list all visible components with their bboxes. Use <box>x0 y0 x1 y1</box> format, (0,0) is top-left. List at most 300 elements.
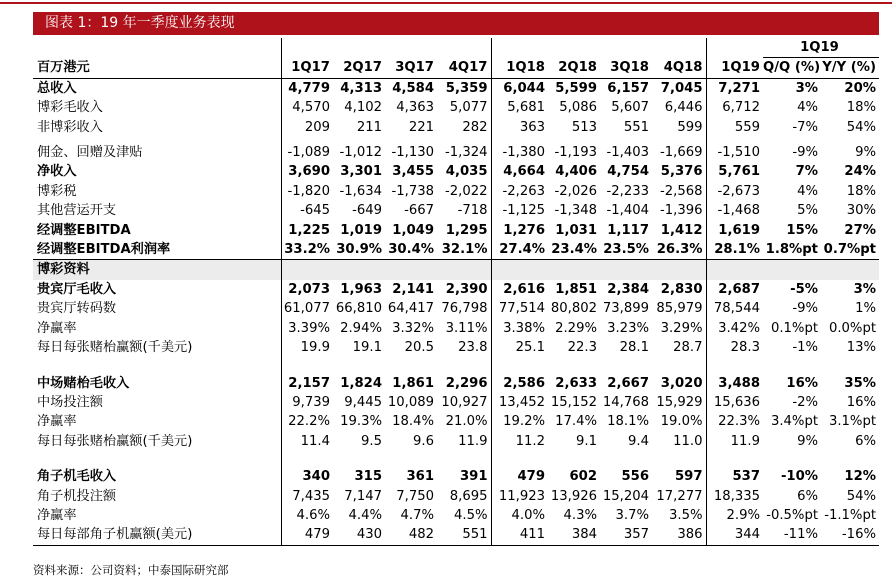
table-row <box>33 162 879 181</box>
row-label: 净赢率 <box>37 414 77 430</box>
table-cell: 384 <box>548 525 600 545</box>
table-cell: -1.1%pt <box>824 507 876 523</box>
table-cell: 7,271 <box>706 78 763 98</box>
table-row <box>33 487 879 506</box>
table-cell: 22.2% <box>281 412 333 431</box>
table-cell: 7,045 <box>660 80 703 96</box>
table-cell: 1.8%pt <box>763 240 821 260</box>
table-cell: 5,681 <box>491 98 548 117</box>
spacer-row <box>33 451 879 467</box>
table-row <box>33 525 879 545</box>
table-cell: 1,031 <box>555 222 597 238</box>
row-label: 博彩资料 <box>33 260 281 280</box>
table-cell: 9,445 <box>344 394 382 410</box>
section-header-row <box>33 260 879 280</box>
table-cell: -1% <box>792 340 818 356</box>
table-cell: 27% <box>844 222 876 238</box>
table-cell: 1,861 <box>392 375 434 391</box>
table-cell: 4,570 <box>281 98 333 117</box>
table-cell <box>491 260 548 280</box>
table-cell: -2,022 <box>444 183 488 199</box>
table-cell: 6% <box>797 488 818 504</box>
table-cell: 4,035 <box>445 164 488 180</box>
table-cell: 22.3 <box>567 340 597 356</box>
table-cell: 11.2 <box>491 432 548 451</box>
table-cell: 19.3% <box>340 414 382 430</box>
table-cell: 386 <box>652 525 706 545</box>
table-row <box>33 393 879 412</box>
table-cell: 2,830 <box>660 281 703 297</box>
row-label: 净收入 <box>37 164 77 180</box>
table-cell: 6,157 <box>607 80 649 96</box>
table-cell: 3,455 <box>392 164 434 180</box>
column-header-row <box>33 58 879 78</box>
table-cell: 1,851 <box>555 281 597 297</box>
table-cell: 27.4% <box>491 240 548 260</box>
table-cell: -1,089 <box>281 143 333 162</box>
table-cell: 11.4 <box>281 432 333 451</box>
table-cell: 11,923 <box>491 487 548 506</box>
table-cell: 7% <box>795 164 818 180</box>
table-cell: 13,926 <box>550 488 597 504</box>
row-label: 佣金、回赠及津贴 <box>37 145 143 161</box>
table-cell: 9.5 <box>361 433 382 449</box>
table-cell: 3,020 <box>660 375 703 391</box>
table-cell: 2,616 <box>491 280 548 299</box>
row-label: 博彩毛收入 <box>37 100 103 116</box>
table-cell: -1,404 <box>606 203 649 219</box>
row-label: 贵宾厅毛收入 <box>37 281 117 297</box>
table-cell: 344 <box>706 525 763 545</box>
table-cell: 23.5% <box>600 240 652 260</box>
table-cell: 5,077 <box>449 100 488 116</box>
table-row <box>33 338 879 357</box>
table-cell: 209 <box>281 118 333 137</box>
table-cell: 10,089 <box>387 394 434 410</box>
table-cell: 5,086 <box>559 100 597 116</box>
table-cell: 0.7%pt <box>821 240 879 260</box>
table-cell: 2,687 <box>706 280 763 299</box>
table-cell: 5% <box>797 203 818 219</box>
table-cell: 1,619 <box>706 221 763 240</box>
table-cell: 80,802 <box>550 301 597 317</box>
table-cell: 5,376 <box>660 164 703 180</box>
table-cell: 4,754 <box>607 164 649 180</box>
table-cell: 4.7% <box>400 507 434 523</box>
table-cell: 4.6% <box>281 506 333 525</box>
table-cell: -1,012 <box>339 145 382 161</box>
table-cell: 11.0 <box>673 433 703 449</box>
row-label: 角子机毛收入 <box>37 469 117 485</box>
table-cell: 340 <box>281 467 333 486</box>
table-cell: 6,044 <box>491 78 548 98</box>
table-cell: 537 <box>706 467 763 486</box>
table-cell: 556 <box>621 469 649 485</box>
table-cell: -1,125 <box>491 201 548 220</box>
table-cell: 2,667 <box>607 375 649 391</box>
table-cell: -1,193 <box>554 145 597 161</box>
column-header: Q/Q (%) <box>763 58 821 78</box>
group-header-row <box>33 38 879 58</box>
column-header: 1Q18 <box>491 58 548 78</box>
table-cell: 28.1 <box>619 340 649 356</box>
table-cell: 4,664 <box>491 162 548 181</box>
table-cell: 17.4% <box>555 414 597 430</box>
table-cell: -1,510 <box>706 143 763 162</box>
table-cell: 15% <box>786 222 818 238</box>
spacer-row <box>33 358 879 374</box>
table-cell: 430 <box>333 525 385 545</box>
table-cell: 3.7% <box>615 507 649 523</box>
table-row <box>33 118 879 137</box>
table-cell: 1,276 <box>491 221 548 240</box>
column-header: 1Q19 <box>706 58 763 78</box>
column-header: 4Q17 <box>437 58 491 78</box>
table-cell: 24% <box>844 164 876 180</box>
table-cell: 3% <box>795 80 818 96</box>
table-cell: 551 <box>437 525 491 545</box>
table-cell: 513 <box>571 119 597 135</box>
table-cell: 3.42% <box>706 319 763 338</box>
table-cell: 2,633 <box>555 375 597 391</box>
table-cell: 1% <box>855 301 876 317</box>
table-cell <box>652 260 706 280</box>
column-header: 1Q17 <box>281 58 333 78</box>
table-cell: 16% <box>786 375 818 391</box>
table-cell: 3.5% <box>668 507 703 523</box>
table-cell: 85,979 <box>656 301 703 317</box>
table-cell: 3,690 <box>281 162 333 181</box>
table-row <box>33 319 879 338</box>
table-cell: 23.4% <box>548 240 600 260</box>
table-cell: 30.4% <box>385 240 437 260</box>
row-label: 经调整EBITDA利润率 <box>33 240 281 260</box>
table-cell: 15,152 <box>550 394 597 410</box>
table-cell: 0.0%pt <box>828 320 876 336</box>
row-label: 每日每部角子机赢额(美元) <box>33 525 281 545</box>
table-cell <box>763 260 821 280</box>
table-cell: 18,335 <box>706 487 763 506</box>
table-cell: 28.3 <box>706 338 763 357</box>
table-cell <box>281 260 333 280</box>
table-cell: 0.1%pt <box>770 320 818 336</box>
row-label: 中场投注额 <box>37 394 103 410</box>
table-cell: 4.5% <box>453 507 488 523</box>
table-cell: 4,584 <box>392 80 434 96</box>
table-cell: 9,739 <box>281 393 333 412</box>
table-cell: 2,390 <box>445 281 488 297</box>
table-cell: 2.94% <box>340 320 382 336</box>
table-cell: 9.4 <box>628 433 649 449</box>
table-cell: 597 <box>674 469 703 485</box>
table-cell: 2,384 <box>607 281 649 297</box>
table-cell: 602 <box>569 469 597 485</box>
table-cell: 15,636 <box>706 393 763 412</box>
table-cell: 5,599 <box>555 80 597 96</box>
table-row <box>33 182 879 201</box>
table-cell: 5,607 <box>611 100 649 116</box>
table-cell: -1,468 <box>706 201 763 220</box>
table-cell: 19.9 <box>281 338 333 357</box>
business-performance-table <box>33 38 879 546</box>
table-cell: -2% <box>792 394 818 410</box>
table-cell: 30.9% <box>333 240 385 260</box>
row-label: 贵宾厅转码数 <box>37 301 117 317</box>
table-cell <box>548 260 600 280</box>
table-cell: 11.9 <box>458 433 488 449</box>
table-cell: 3,301 <box>340 164 382 180</box>
table-cell: -1,324 <box>444 145 488 161</box>
table-cell: 20% <box>844 80 876 96</box>
table-cell: 22.3% <box>706 412 763 431</box>
table-row <box>33 299 879 318</box>
table-cell: 551 <box>623 119 649 135</box>
table-cell: 4,102 <box>344 100 382 116</box>
table-cell: 4% <box>797 183 818 199</box>
table-cell: 12% <box>844 469 876 485</box>
table-cell: 282 <box>462 119 488 135</box>
table-cell: 21.0% <box>445 414 488 430</box>
table-cell: -1,348 <box>554 203 597 219</box>
table-cell: 26.3% <box>652 240 706 260</box>
table-cell: -1,738 <box>391 183 434 199</box>
table-cell <box>600 260 652 280</box>
table-cell: 357 <box>600 525 652 545</box>
table-cell: 73,899 <box>602 301 649 317</box>
table-cell: -645 <box>281 201 333 220</box>
table-cell: 2,157 <box>281 374 333 393</box>
table-cell: 20.5 <box>404 340 434 356</box>
table-cell: 61,077 <box>281 299 333 318</box>
row-label: 博彩税 <box>37 183 77 199</box>
table-cell: 2,296 <box>445 375 488 391</box>
row-label: 净赢率 <box>37 507 77 523</box>
table-cell: 4,406 <box>555 164 597 180</box>
table-cell: 6,712 <box>706 98 763 117</box>
column-header: Y/Y (%) <box>821 58 879 78</box>
table-cell: 77,514 <box>491 299 548 318</box>
table-cell: -1,396 <box>659 203 703 219</box>
table-cell: 23.8 <box>458 340 488 356</box>
column-header: 百万港元 <box>33 58 281 78</box>
table-cell: 3.4%pt <box>770 414 818 430</box>
table-cell: 599 <box>677 119 703 135</box>
table-cell <box>385 260 437 280</box>
table-cell: 18.4% <box>392 414 434 430</box>
table-cell: 361 <box>406 469 434 485</box>
table-cell: -16% <box>821 525 879 545</box>
table-cell: 391 <box>459 469 488 485</box>
table-cell: 1,295 <box>445 222 488 238</box>
table-row <box>33 432 879 451</box>
table-cell: 13,452 <box>491 393 548 412</box>
table-row <box>33 374 879 393</box>
table-cell: 16% <box>846 394 876 410</box>
table-row <box>33 78 879 98</box>
table-cell: -2,673 <box>706 182 763 201</box>
table-cell: 3.29% <box>660 320 703 336</box>
table-cell: 3.39% <box>281 319 333 338</box>
table-cell: 3,488 <box>706 374 763 393</box>
table-cell: 3% <box>853 281 876 297</box>
row-label: 总收入 <box>37 80 77 96</box>
table-cell <box>706 260 763 280</box>
table-cell: 7,435 <box>281 487 333 506</box>
table-cell: 363 <box>491 118 548 137</box>
column-header: 3Q18 <box>600 58 652 78</box>
table-cell: 18.1% <box>607 414 649 430</box>
table-cell: -5% <box>790 281 818 297</box>
table-cell: 4.3% <box>563 507 597 523</box>
table-cell: -9% <box>792 145 818 161</box>
table-cell: -9% <box>792 301 818 317</box>
table-cell: 3.1%pt <box>828 414 876 430</box>
table-cell: 54% <box>846 488 876 504</box>
table-cell: 17,277 <box>656 488 703 504</box>
table-row <box>33 412 879 431</box>
table-row <box>33 221 879 240</box>
table-cell: 5,359 <box>445 80 488 96</box>
table-cell: 54% <box>846 119 876 135</box>
table-cell: 6,446 <box>664 100 703 116</box>
table-cell: 7,750 <box>396 488 434 504</box>
table-cell: 15,204 <box>602 488 649 504</box>
table-cell: 479 <box>491 467 548 486</box>
table-row <box>33 201 879 220</box>
table-cell: 25.1 <box>491 338 548 357</box>
table-cell: 14,768 <box>602 394 649 410</box>
table-cell: 559 <box>706 118 763 137</box>
table-cell: 13% <box>846 340 876 356</box>
table-cell: 9.1 <box>576 433 597 449</box>
table-cell: 3.23% <box>607 320 649 336</box>
table-cell: 1,019 <box>340 222 382 238</box>
table-cell: 64,417 <box>387 301 434 317</box>
table-cell: -2,568 <box>659 183 703 199</box>
source-note: 资料来源：公司资料；中泰国际研究部 <box>33 563 229 577</box>
table-cell: -667 <box>404 203 434 219</box>
table-cell: 1,412 <box>660 222 703 238</box>
table-cell: 8,695 <box>449 488 488 504</box>
table-cell: -2,263 <box>491 182 548 201</box>
table-cell: 3.38% <box>491 319 548 338</box>
table-cell: 1,824 <box>340 375 382 391</box>
table-cell: 4.4% <box>348 507 382 523</box>
table-cell: 10,927 <box>441 394 488 410</box>
table-cell: -0.5%pt <box>766 507 818 523</box>
table-cell: 2,586 <box>491 374 548 393</box>
table-cell: 7,147 <box>344 488 382 504</box>
table-cell: 32.1% <box>437 240 491 260</box>
table-cell: 482 <box>385 525 437 545</box>
column-header: 2Q18 <box>548 58 600 78</box>
row-label: 每日每张赌枱赢额(千美元) <box>37 433 193 449</box>
table-cell: -1,380 <box>491 143 548 162</box>
table-title: 图表 1：19 年一季度业务表现 <box>33 12 879 35</box>
table-cell: 28.1% <box>706 240 763 260</box>
table-cell: 19.0% <box>660 414 703 430</box>
row-label: 其他营运开支 <box>37 203 117 219</box>
table-cell: -2,233 <box>606 183 649 199</box>
table-cell: 4,779 <box>281 78 333 98</box>
table-cell: 4,363 <box>396 100 434 116</box>
table-cell: -10% <box>780 469 818 485</box>
table-cell: 3.11% <box>445 320 488 336</box>
column-header: 4Q18 <box>652 58 706 78</box>
table-cell: 15,929 <box>656 394 703 410</box>
table-cell: 479 <box>281 525 333 545</box>
table-cell <box>821 260 879 280</box>
table-cell: -1,403 <box>606 145 649 161</box>
table-cell: 221 <box>408 119 434 135</box>
table-cell: 30% <box>846 203 876 219</box>
row-label: 经调整EBITDA <box>37 222 131 238</box>
table-row <box>33 98 879 117</box>
table-cell: 6% <box>855 433 876 449</box>
table-cell: 19.1 <box>352 340 382 356</box>
table-cell: 411 <box>491 525 548 545</box>
table-cell: 1,117 <box>607 222 649 238</box>
row-label: 每日每张赌枱赢额(千美元) <box>37 340 193 356</box>
table-row <box>33 240 879 260</box>
table-cell: 211 <box>356 119 382 135</box>
table-cell: -2,026 <box>554 183 597 199</box>
table-cell: 66,810 <box>335 301 382 317</box>
table-cell: -1,820 <box>281 182 333 201</box>
table-cell: -7% <box>792 119 818 135</box>
table-cell: 35% <box>844 375 876 391</box>
table-cell: 315 <box>354 469 382 485</box>
table-cell: 2.9% <box>706 506 763 525</box>
table-cell: 3.32% <box>392 320 434 336</box>
table-cell: -1,669 <box>659 145 703 161</box>
row-label: 非博彩收入 <box>37 119 103 135</box>
column-header: 2Q17 <box>333 58 385 78</box>
table-cell: -1,634 <box>339 183 382 199</box>
top-accent-line <box>0 2 892 4</box>
table-cell: 2,073 <box>281 280 333 299</box>
table-row <box>33 143 879 162</box>
table-cell: 5,761 <box>706 162 763 181</box>
table-cell: 1,225 <box>281 221 333 240</box>
row-label: 角子机投注额 <box>37 488 117 504</box>
table-cell <box>437 260 491 280</box>
table-cell: 2,141 <box>392 281 434 297</box>
table-cell: -11% <box>763 525 821 545</box>
table-cell: 28.7 <box>673 340 703 356</box>
table-cell: 1,963 <box>340 281 382 297</box>
table-row <box>33 506 879 525</box>
table-cell: 4% <box>797 100 818 116</box>
row-label: 净赢率 <box>37 320 77 336</box>
table-cell: 4.0% <box>491 506 548 525</box>
table-cell: 78,544 <box>706 299 763 318</box>
table-cell: 1,049 <box>392 222 434 238</box>
row-label: 中场赌枱毛收入 <box>37 375 130 391</box>
table-cell: -1,130 <box>391 145 434 161</box>
table-cell: 9% <box>797 433 818 449</box>
group-header-1q19: 1Q19 <box>763 38 879 58</box>
table-cell: -718 <box>457 203 488 219</box>
table-cell: 18% <box>846 100 876 116</box>
table-cell: 19.2% <box>491 412 548 431</box>
table-cell: 76,798 <box>441 301 488 317</box>
table-cell: 9% <box>855 145 876 161</box>
table-cell: 11.9 <box>706 432 763 451</box>
table-cell: 4,313 <box>340 80 382 96</box>
table-row <box>33 467 879 486</box>
table-cell: 2.29% <box>555 320 597 336</box>
